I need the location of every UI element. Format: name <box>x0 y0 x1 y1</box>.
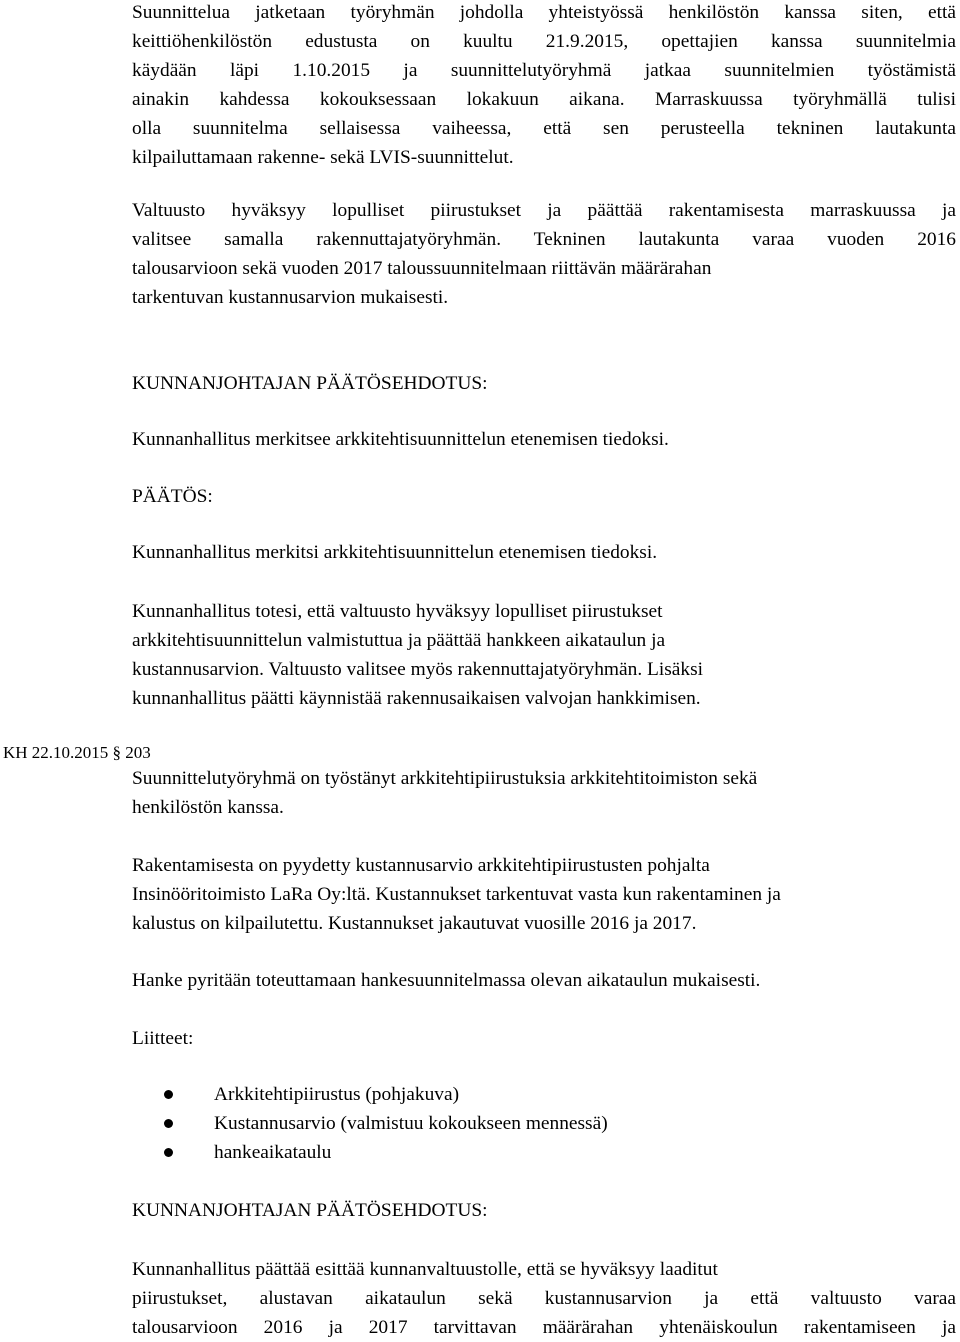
decision-text <box>132 538 956 567</box>
paragraph-schedule <box>132 966 956 995</box>
text-line: Kunnanhallitus merkitsee arkkitehtisuunnittelun etenemisen tiedoksi. <box>132 429 669 450</box>
text-line: henkilöstön kanssa. <box>132 797 284 818</box>
bullet-icon <box>164 1119 173 1128</box>
paragraph-cost-estimate <box>132 851 956 938</box>
paragraph-final-proposal <box>132 1255 956 1342</box>
text-line: olla suunnitelma sellaisessa vaiheessa, että sen perusteella tekninen lautakunta <box>132 118 956 139</box>
decision-heading: PÄÄTÖS: <box>132 486 213 507</box>
bullet-icon <box>164 1148 173 1157</box>
text-line: Hanke pyritään toteuttamaan hankesuunnitelmassa olevan aikataulun mukaisesti. <box>132 970 761 991</box>
attachments-label <box>132 1024 956 1053</box>
list-item <box>160 1109 608 1138</box>
text-line: Liitteet: <box>132 1028 194 1049</box>
text-line: valitsee samalla rakennuttajatyöryhmän. Tekninen lautakunta varaa vuoden 2016 <box>132 229 956 250</box>
proposal-heading-2: KUNNANJOHTAJAN PÄÄTÖSEHDOTUS: <box>132 1200 488 1221</box>
text-line: kunnanhallitus päätti käynnistää rakennusaikaisen valvojan hankkimisen. <box>132 688 701 709</box>
text-line: talousarvioon 2016 ja 2017 tarvittavan määrärahan yhtenäiskoulun rakentamiseen ja <box>132 1317 956 1338</box>
text-line: Kunnanhallitus päättää esittää kunnanvaltuustolle, että se hyväksyy laaditut <box>132 1259 718 1280</box>
attachment-label: hankeaikataulu <box>214 1142 332 1163</box>
text-line: ainakin kahdessa kokouksessaan lokakuun aikana. Marraskuussa työryhmällä tulisi <box>132 89 956 110</box>
list-item <box>160 1080 608 1109</box>
paragraph-planning-schedule <box>132 0 956 172</box>
text-line: Suunnittelua jatketaan työryhmän johdolla yhteistyössä henkilöstön kanssa siten, että <box>132 2 956 23</box>
text-line: tarkentuvan kustannusarvion mukaisesti. <box>132 287 449 308</box>
bullet-icon <box>164 1090 173 1099</box>
list-item <box>160 1138 608 1167</box>
text-line: kilpailuttamaan rakenne- sekä LVIS-suunnittelut. <box>132 147 514 168</box>
paragraph-council-approval <box>132 196 956 312</box>
attachments-list <box>160 1080 608 1167</box>
text-line: Insinööritoimisto LaRa Oy:ltä. Kustannukset tarkentuvat vasta kun rakentaminen ja <box>132 884 781 905</box>
text-line: Kunnanhallitus totesi, että valtuusto hyväksyy lopulliset piirustukset <box>132 601 663 622</box>
text-line: keittiöhenkilöstön edustusta on kuultu 21.9.2015, opettajien kanssa suunnitelmia <box>132 31 956 52</box>
text-line: piirustukset, alustavan aikataulun sekä kustannusarvion ja että valtuusto varaa <box>132 1288 956 1309</box>
attachment-label: Arkkitehtipiirustus (pohjakuva) <box>214 1084 460 1105</box>
text-line: Suunnittelutyöryhmä on työstänyt arkkitehtipiirustuksia arkkitehtitoimiston sekä <box>132 768 758 789</box>
paragraph-working-group <box>132 764 956 822</box>
text-line: käydään läpi 1.10.2015 ja suunnittelutyöryhmä jatkaa suunnitelmien työstämistä <box>132 60 956 81</box>
attachment-label: Kustannusarvio (valmistuu kokoukseen mennessä) <box>214 1113 608 1134</box>
text-line: Valtuusto hyväksyy lopulliset piirustukset ja päättää rakentamisesta marraskuussa ja <box>132 200 956 221</box>
text-line: kalustus on kilpailutettu. Kustannukset jakautuvat vuosille 2016 ja 2017. <box>132 913 697 934</box>
text-line: talousarvioon sekä vuoden 2017 taloussuunnitelmaan riittävän määrärahan <box>132 258 712 279</box>
paragraph-board-statement <box>132 597 956 713</box>
proposal-heading: KUNNANJOHTAJAN PÄÄTÖSEHDOTUS: <box>132 373 488 394</box>
text-line: Rakentamisesta on pyydetty kustannusarvio arkkitehtipiirustusten pohjalta <box>132 855 710 876</box>
text-line: arkkitehtisuunnittelun valmistuttua ja päättää hankkeen aikataulun ja <box>132 630 666 651</box>
proposal-text <box>132 425 956 454</box>
meeting-reference: KH 22.10.2015 § 203 <box>3 743 151 762</box>
text-line: Kunnanhallitus merkitsi arkkitehtisuunnittelun etenemisen tiedoksi. <box>132 542 658 563</box>
text-line: kustannusarvion. Valtuusto valitsee myös rakennuttajatyöryhmän. Lisäksi <box>132 659 704 680</box>
